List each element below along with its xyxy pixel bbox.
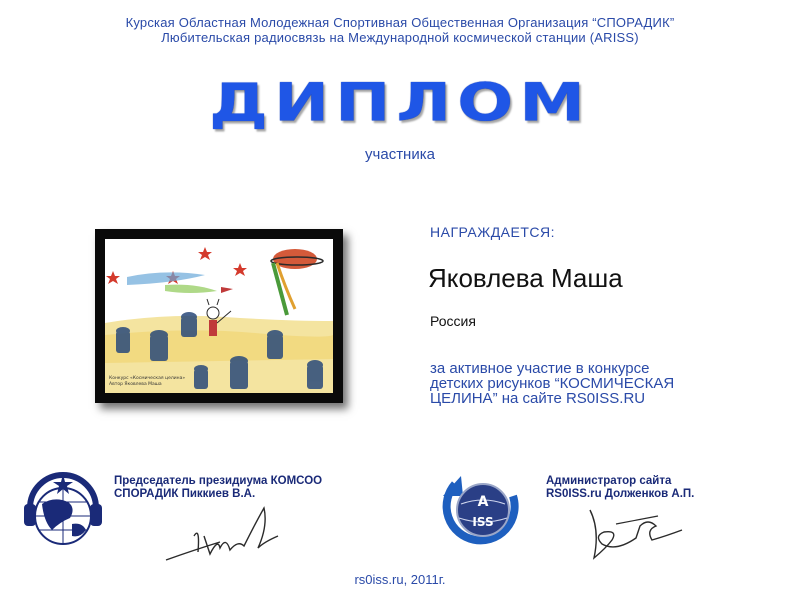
right-signature — [576, 500, 696, 568]
right-signatory-name: Долженков А.П. — [601, 488, 695, 500]
drawing-frame — [95, 229, 343, 403]
award-reason — [430, 361, 780, 406]
right-signatory-title — [546, 475, 694, 501]
recipient-name: Яковлева Маша — [428, 263, 623, 293]
footer-site-year: rs0iss.ru, 2011г. — [354, 572, 446, 587]
diploma-title: ДИПЛОМ — [209, 71, 591, 134]
ariss-text-bottom: ISS — [472, 515, 494, 529]
right-signatory-line1: Администратор сайта — [546, 475, 672, 487]
drawing-caption-1: Конкурс «Космическая целина» — [109, 376, 186, 381]
childrens-drawing — [105, 239, 333, 393]
awarded-label: НАГРАЖДАЕТСЯ: — [430, 224, 556, 240]
sporadik-logo — [24, 468, 102, 552]
org-name-line: Курская Областная Молодежная Спортивная Общественная Организация “СПОРАДИК” — [125, 15, 675, 30]
recipient-country: Россия — [430, 313, 476, 329]
ariss-logo — [435, 466, 525, 556]
ariss-text-top: A — [477, 494, 489, 510]
award-reason-line: детских рисунков “КОСМИЧЕСКАЯ — [430, 375, 675, 392]
left-signatory-line2: СПОРАДИК Пиккиев В.А. — [114, 488, 256, 500]
award-reason-line: ЦЕЛИНА” на сайте RS0ISS.RU — [430, 390, 646, 407]
award-reason-line: за активное участие в конкурсе — [430, 360, 650, 377]
drawing-caption-2: Автор Яковлева Маша — [109, 382, 162, 387]
site-name: RS0ISS.ru — [546, 488, 602, 500]
ariss-line: Любительская радиосвязь на Международной космической станции (ARISS) — [161, 30, 639, 45]
left-signatory-line1: Председатель президиума КОМСОО — [114, 475, 323, 487]
left-signature — [160, 496, 300, 568]
diploma-subtitle: участника — [365, 146, 435, 163]
